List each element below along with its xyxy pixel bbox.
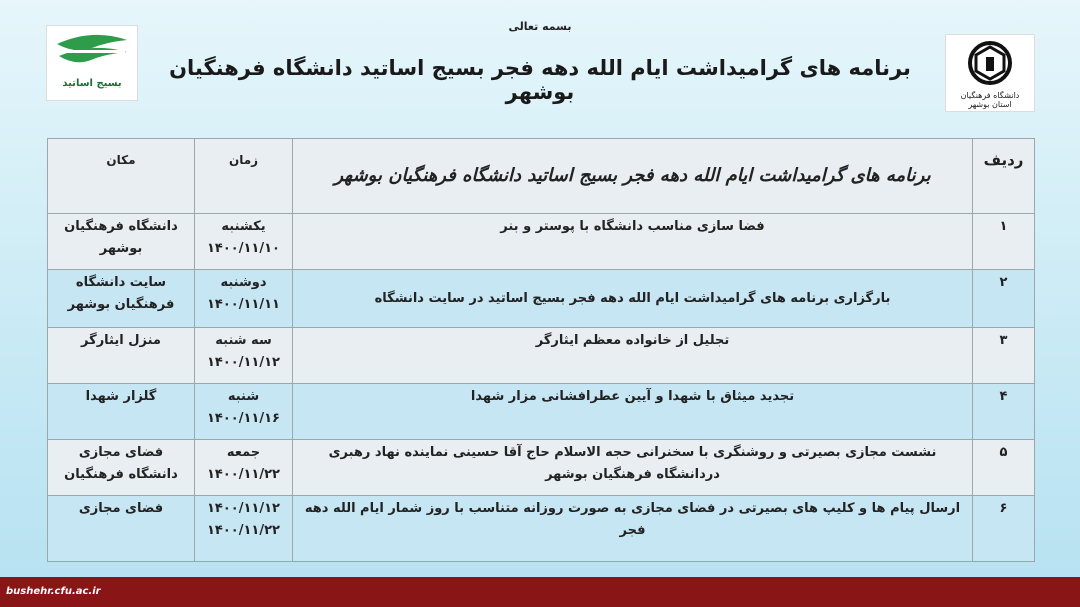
university-logo-caption-2: استان بوشهر [968,100,1012,109]
row-place-line2: بوشهر [99,241,143,256]
row-place [48,270,195,328]
row-time [195,440,293,496]
header-place: مکان [48,139,195,214]
row-time-start: ۱۴۰۰/۱۱/۱۲ [207,501,280,516]
header-time: زمان [195,139,293,214]
row-radif: ۱ [973,214,1035,270]
row-place-line1: منزل ایثارگر [81,333,161,348]
row-time-date: ۱۴۰۰/۱۱/۲۲ [207,467,280,482]
row-radif: ۴ [973,384,1035,440]
row-time [195,496,293,562]
footer-url-link[interactable]: bushehr.cfu.ac.ir [6,586,101,597]
footer-bar [0,577,1080,607]
row-time [195,214,293,270]
row-time-date: ۱۴۰۰/۱۱/۱۱ [207,297,280,312]
row-time-date: ۱۴۰۰/۱۱/۱۶ [207,411,280,426]
row-time-date: ۱۴۰۰/۱۱/۱۲ [207,355,280,370]
university-emblem-icon [946,35,1034,91]
row-place-line2: فرهنگیان بوشهر [67,297,175,312]
basij-logo [46,25,138,101]
row-place-line1: دانشگاه فرهنگیان [64,219,178,234]
table-row [48,214,1035,270]
table-row [48,270,1035,328]
row-desc: بارگزاری برنامه های گرامیداشت ایام الله دهه فجر بسیج اساتید در سایت دانشگاه [293,270,973,328]
row-radif: ۳ [973,328,1035,384]
row-desc: ارسال پیام ها و کلیپ های بصیرتی در فضای مجازی به صورت روزانه متناسب با روز شمار ایام الله دهه فجر [293,496,973,562]
table-row [48,440,1035,496]
row-radif: ۵ [973,440,1035,496]
row-time-day: سه شنبه [215,333,272,348]
row-time-day: یکشنبه [221,219,266,234]
row-place-line2: دانشگاه فرهنگیان [64,467,178,482]
basij-logo-caption: بسیج اساتید [62,78,122,89]
table-row [48,384,1035,440]
row-desc: تجلیل از خانواده معظم ایثارگر [293,328,973,384]
row-time [195,328,293,384]
row-place [48,214,195,270]
row-time [195,270,293,328]
table-header-row [48,139,1035,214]
row-time-date: ۱۴۰۰/۱۱/۱۰ [207,241,280,256]
row-desc: نشست مجازی بصیرتی و روشنگری با سخنرانی حجه الاسلام حاج آقا حسینی نماینده نهاد رهبری دردانشگاه فرهنگیان بوشهر [293,440,973,496]
row-desc: فضا سازی مناسب دانشگاه با پوستر و بنر [293,214,973,270]
table-row [48,496,1035,562]
basmala: بسمه تعالی [508,20,572,33]
row-radif: ۶ [973,496,1035,562]
basij-emblem-icon [47,26,137,76]
row-place-line1: فضای مجازی [78,501,164,516]
university-logo [945,34,1035,112]
row-time-day: دوشنبه [220,275,267,290]
row-place-line1: فضای مجازی [78,445,164,460]
row-place [48,328,195,384]
row-desc: تجدید میثاق با شهدا و آیین عطرافشانی مزار شهدا [293,384,973,440]
header-radif: ردیف [973,139,1035,214]
row-place [48,440,195,496]
university-logo-caption [946,91,1034,109]
row-place [48,496,195,562]
header-title: برنامه های گرامیداشت ایام الله دهه فجر بسیج اساتید دانشگاه فرهنگیان بوشهر [293,139,973,214]
row-time-end: ۱۴۰۰/۱۱/۲۲ [207,523,280,538]
program-table [47,138,1035,562]
row-time-day: شنبه [227,389,260,404]
row-place [48,384,195,440]
row-time [195,384,293,440]
table-row [48,328,1035,384]
row-place-line1: گلزار شهدا [85,389,157,404]
row-time-day: جمعه [226,445,261,460]
row-place-line1: سایت دانشگاه [75,275,167,290]
page-title: برنامه های گرامیداشت ایام الله دهه فجر بسیج اساتید دانشگاه فرهنگیان بوشهر [169,56,911,104]
row-radif: ۲ [973,270,1035,328]
university-logo-caption-1: دانشگاه فرهنگیان [960,91,1020,100]
